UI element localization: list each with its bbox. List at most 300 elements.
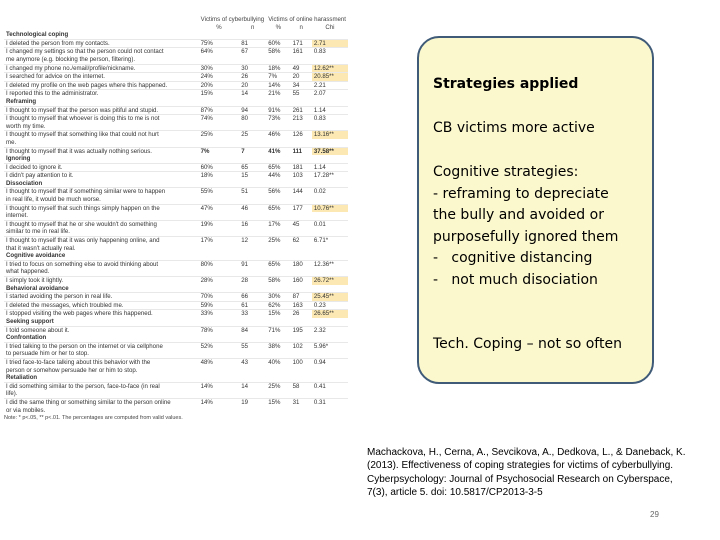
table-cell-value: 17.28**: [312, 172, 348, 180]
table-row: [4, 73, 348, 82]
table-cell-value: 91: [239, 260, 266, 268]
header-victims-oh: Victims of online harassment: [268, 16, 346, 23]
table-cell-value: 14%: [266, 81, 290, 90]
table-row: [4, 301, 348, 310]
table-cell-label: in real life, it would be much worse.: [6, 196, 101, 204]
table-cell-value: 20: [239, 81, 266, 90]
table-cell-label: I did the same thing or something similar to the person online: [4, 398, 199, 406]
table-cell-value: 75%: [199, 39, 240, 48]
table-row: [4, 293, 348, 302]
table-cell-value: [266, 407, 290, 415]
table-cell-value: 12.36**: [312, 260, 348, 268]
table-cell-value: [199, 196, 240, 204]
table-cell-value: [312, 228, 348, 236]
table-cell-value: [199, 212, 240, 220]
table-cell-value: [239, 245, 266, 253]
table-cell-value: [199, 350, 240, 358]
table-cell-value: [291, 245, 312, 253]
table-cell-value: 51: [239, 188, 266, 196]
table-cell-value: 2.21: [312, 81, 348, 90]
table-cell-value: 18%: [266, 64, 290, 73]
table-cell-value: 61: [239, 301, 266, 310]
coping-table-image: [4, 16, 348, 421]
table-row: [4, 382, 348, 390]
table-cell-label: similar to me in real life.: [6, 228, 71, 236]
table-cell-label: me.: [6, 138, 17, 146]
table-row: [4, 228, 348, 236]
table-section-row: [4, 334, 348, 342]
table-cell-value: 94: [239, 106, 266, 115]
table-cell-label: I told someone about it.: [4, 326, 199, 334]
table-cell-value: 87: [291, 293, 312, 302]
table-cell-value: 25: [239, 131, 266, 139]
table-row: [4, 39, 348, 48]
header-victims-cb: Victims of cyberbullying: [200, 16, 265, 23]
table-cell-value: 62: [291, 237, 312, 245]
table-cell-value: 59%: [199, 301, 240, 310]
table-cell-value: 78%: [199, 326, 240, 334]
page-number: 29: [650, 510, 659, 519]
table-cell-value: 45: [291, 220, 312, 228]
table-cell-value: 213: [291, 115, 312, 123]
table-row: [4, 212, 348, 220]
table-cell-value: [291, 268, 312, 276]
table-cell-value: 55: [239, 342, 266, 350]
table-cell-value: [199, 228, 240, 236]
table-cell-value: 2.32: [312, 326, 348, 334]
table-cell-value: 181: [291, 163, 312, 172]
table-row: [4, 310, 348, 318]
table-cell-value: 58%: [266, 277, 290, 285]
table-cell-value: 33%: [199, 310, 240, 318]
table-cell-label: I thought to myself that something like that could not hurt: [4, 131, 199, 139]
table-cell-label: Ignoring: [4, 155, 348, 163]
table-cell-value: 25%: [199, 131, 240, 139]
table-note: Note: * p<.05, ** p<.01. The percentages are computed from valid values.: [4, 415, 183, 422]
table-cell-value: 180: [291, 260, 312, 268]
table-cell-label: Cognitive avoidance: [4, 252, 348, 260]
table-cell-value: [312, 245, 348, 253]
table-row: [4, 196, 348, 204]
table-cell-value: 7%: [266, 73, 290, 82]
table-cell-value: 30%: [266, 293, 290, 302]
table-cell-value: 80: [239, 115, 266, 123]
card-cog-line: - not much disociation: [433, 271, 598, 288]
table-cell-value: 40%: [266, 358, 290, 366]
table-cell-value: [312, 350, 348, 358]
table-cell-label: me anymore (e.g. blocking the person, filtering).: [6, 55, 136, 63]
table-cell-value: 15: [239, 172, 266, 180]
table-cell-value: 261: [291, 106, 312, 115]
table-cell-value: 16: [239, 220, 266, 228]
table-cell-value: 80%: [199, 260, 240, 268]
table-cell-value: 64%: [199, 48, 240, 56]
table-cell-value: 0.02: [312, 188, 348, 196]
table-cell-value: 38%: [266, 342, 290, 350]
table-cell-value: [291, 350, 312, 358]
header-chi: Chi: [325, 23, 335, 31]
table-cell-value: 14%: [199, 382, 240, 390]
table-row: [4, 147, 348, 155]
table-cell-value: [291, 390, 312, 398]
table-row: [4, 398, 348, 406]
table-cell-value: [291, 139, 312, 147]
citation-line: Cyberpsychology: Journal of Psychosocial Research on Cyberspace,: [367, 473, 673, 485]
table-cell-value: 33: [239, 310, 266, 318]
table-cell-value: [291, 228, 312, 236]
table-cell-value: 10.76**: [312, 204, 348, 212]
table-cell-label: internet.: [6, 212, 29, 220]
table-row: [4, 163, 348, 172]
header-pct: %: [216, 23, 222, 31]
table-cell-value: 41%: [266, 147, 290, 155]
table-cell-value: 0.83: [312, 115, 348, 123]
card-cognitive-list: [433, 162, 618, 291]
table-cell-value: [239, 123, 266, 131]
table-row: [4, 350, 348, 358]
table-cell-value: 87%: [199, 106, 240, 115]
table-row: [4, 64, 348, 73]
table-cell-value: 84: [239, 326, 266, 334]
table-cell-value: 49: [291, 64, 312, 73]
table-cell-value: 144: [291, 188, 312, 196]
table-cell-label: I changed my settings so that the person could not contact: [4, 48, 199, 56]
table-cell-label: I thought to myself that it was actually nothing serious.: [4, 147, 199, 155]
table-row: [4, 342, 348, 350]
table-cell-value: 30: [239, 64, 266, 73]
table-cell-value: [239, 268, 266, 276]
table-cell-value: 46%: [266, 131, 290, 139]
table-cell-value: 58: [291, 382, 312, 390]
table-cell-label: Dissociation: [4, 180, 348, 188]
table-cell-value: 71%: [266, 326, 290, 334]
table-cell-value: [266, 228, 290, 236]
table-cell-value: 0.41: [312, 382, 348, 390]
table-row: [4, 188, 348, 196]
table-cell-value: [312, 367, 348, 375]
card-cog-line: the bully and avoided or: [433, 207, 604, 223]
table-cell-value: 20.85**: [312, 73, 348, 82]
table-cell-value: 15%: [266, 310, 290, 318]
table-cell-value: 81: [239, 39, 266, 48]
table-cell-value: 0.01: [312, 220, 348, 228]
table-cell-value: 13.16**: [312, 131, 348, 139]
table-cell-value: 21%: [266, 90, 290, 98]
table-cell-value: 44%: [266, 172, 290, 180]
table-row: [4, 172, 348, 180]
table-cell-value: 19%: [199, 220, 240, 228]
table-section-row: [4, 180, 348, 188]
table-cell-value: 43: [239, 358, 266, 366]
table-cell-value: [266, 139, 290, 147]
header-pct: %: [275, 23, 282, 31]
table-cell-value: 20: [291, 73, 312, 82]
table-cell-label: I reported this to the administrator.: [4, 90, 199, 98]
table-row: [4, 277, 348, 285]
table-cell-value: [239, 350, 266, 358]
table-section-row: [4, 155, 348, 163]
table-cell-value: 1.14: [312, 163, 348, 172]
card-title: Strategies applied: [433, 76, 579, 92]
card-active-text: CB victims more active: [433, 120, 595, 136]
table-cell-value: 46: [239, 204, 266, 212]
table-cell-value: 103: [291, 172, 312, 180]
table-cell-value: [291, 407, 312, 415]
table-cell-value: 26.65**: [312, 310, 348, 318]
table-cell-value: 65%: [266, 163, 290, 172]
table-row: [4, 131, 348, 139]
table-cell-label: I tried to focus on something else to avoid thinking about: [4, 260, 199, 268]
table-cell-value: 47%: [199, 204, 240, 212]
table-cell-value: [312, 196, 348, 204]
table-cell-value: [239, 196, 266, 204]
table-row: [4, 237, 348, 245]
table-cell-value: [266, 350, 290, 358]
table-cell-value: [199, 407, 240, 415]
table-section-row: [4, 98, 348, 106]
table-row: [4, 407, 348, 415]
table-cell-label: I tried talking to the person on the internet or via cellphone: [4, 342, 199, 350]
table-cell-value: 56%: [266, 188, 290, 196]
table-cell-value: 60%: [266, 39, 290, 48]
table-cell-label: life).: [6, 390, 18, 398]
table-cell-value: 1.14: [312, 106, 348, 115]
table-cell-value: [266, 367, 290, 375]
table-cell-value: 28: [239, 277, 266, 285]
table-cell-value: 26.72**: [312, 277, 348, 285]
table-cell-value: 62%: [266, 301, 290, 310]
table-cell-label: I didn't pay attention to it.: [4, 172, 199, 180]
table-cell-label: I thought to myself that the person was pitiful and stupid.: [4, 106, 199, 115]
table-row: [4, 326, 348, 334]
table-cell-value: 6.71*: [312, 237, 348, 245]
table-row: [4, 90, 348, 98]
table-cell-value: [266, 196, 290, 204]
table-cell-value: 12: [239, 237, 266, 245]
table-cell-label: Retaliation: [4, 374, 348, 382]
table-section-row: [4, 374, 348, 382]
table-cell-value: 126: [291, 131, 312, 139]
table-cell-value: 17%: [199, 237, 240, 245]
table-cell-value: [239, 139, 266, 147]
table-cell-label: I thought to myself that whoever is doing this to me is not: [4, 115, 199, 123]
table-cell-value: [266, 268, 290, 276]
card-cog-line: Cognitive strategies:: [433, 164, 579, 180]
table-row: [4, 123, 348, 131]
table-row: [4, 245, 348, 253]
table-cell-value: 55: [291, 90, 312, 98]
table-cell-value: 15%: [266, 398, 290, 406]
table-cell-label: I decided to ignore it.: [4, 163, 199, 172]
citation-line: 7(3), article 5. doi: 10.5817/CP2013-3-5: [367, 487, 543, 499]
citation-line: (2013). Effectiveness of coping strategies for victims of cyberbullying.: [367, 460, 674, 472]
table-cell-value: [312, 390, 348, 398]
table-cell-label: I started avoiding the person in real life.: [4, 293, 199, 302]
table-cell-value: [239, 56, 266, 64]
table-cell-value: 163: [291, 301, 312, 310]
table-cell-label: I simply took it lightly.: [4, 277, 199, 285]
card-tech-text: Tech. Coping – not so often: [433, 336, 622, 352]
table-cell-label: I deleted the messages, which troubled me.: [4, 301, 199, 310]
table-cell-label: what happened.: [6, 268, 50, 276]
table-cell-value: 5.96*: [312, 342, 348, 350]
table-cell-value: 195: [291, 326, 312, 334]
table-cell-value: 28%: [199, 277, 240, 285]
table-cell-value: 58%: [266, 48, 290, 56]
table-cell-value: 65: [239, 163, 266, 172]
table-cell-value: 30%: [199, 64, 240, 73]
header-n: n: [299, 23, 303, 31]
table-cell-value: 25%: [266, 237, 290, 245]
table-cell-value: [239, 212, 266, 220]
table-cell-value: 2.07: [312, 90, 348, 98]
table-cell-value: 100: [291, 358, 312, 366]
table-cell-label: that it wasn't actually real.: [6, 244, 76, 252]
table-section-row: [4, 31, 348, 39]
table-cell-value: 52%: [199, 342, 240, 350]
table-cell-value: 60%: [199, 163, 240, 172]
table-cell-value: 31: [291, 398, 312, 406]
table-cell-value: 17%: [266, 220, 290, 228]
table-cell-value: 34: [291, 81, 312, 90]
table-cell-value: [199, 367, 240, 375]
table-cell-value: 177: [291, 204, 312, 212]
table-cell-value: 171: [291, 39, 312, 48]
table-cell-label: or via mobiles.: [6, 406, 46, 414]
table-cell-label: I thought to myself that such things simply happen on the: [4, 204, 199, 212]
table-row: [4, 204, 348, 212]
table-cell-value: 66: [239, 293, 266, 302]
table-cell-value: [266, 123, 290, 131]
table-cell-value: [312, 139, 348, 147]
table-cell-value: [239, 228, 266, 236]
table-cell-value: [291, 196, 312, 204]
table-cell-label: I deleted my profile on the web pages where this happened.: [4, 81, 199, 90]
table-section-row: [4, 318, 348, 326]
table-cell-label: Confrontation: [4, 334, 348, 342]
table-cell-value: 26: [291, 310, 312, 318]
table-cell-value: [291, 123, 312, 131]
table-cell-value: 25.45**: [312, 293, 348, 302]
table-cell-value: 0.23: [312, 301, 348, 310]
table-row: [4, 268, 348, 276]
table-cell-value: 24%: [199, 73, 240, 82]
header-n: n: [251, 23, 255, 31]
table-cell-value: [199, 139, 240, 147]
table-cell-value: [266, 390, 290, 398]
table-cell-value: [291, 367, 312, 375]
table-row: [4, 260, 348, 268]
table-cell-value: [312, 268, 348, 276]
table-section-row: [4, 252, 348, 260]
table-row: [4, 390, 348, 398]
table-row: [4, 48, 348, 56]
table-cell-value: [199, 268, 240, 276]
table-cell-label: I searched for advice on the internet.: [4, 73, 199, 82]
table-cell-label: I thought to myself that it was only happening online, and: [4, 237, 199, 245]
table-cell-value: 14: [239, 90, 266, 98]
table-row: [4, 139, 348, 147]
table-cell-value: 160: [291, 277, 312, 285]
table-cell-value: [199, 245, 240, 253]
table-cell-label: worth my time.: [6, 122, 46, 130]
table-cell-label: I stopped visiting the web pages where this happened.: [4, 310, 199, 318]
table-cell-value: 7: [239, 147, 266, 155]
table-cell-value: [239, 390, 266, 398]
table-cell-value: [291, 212, 312, 220]
table-cell-value: 20%: [199, 81, 240, 90]
table-cell-value: 48%: [199, 358, 240, 366]
table-cell-value: 7%: [199, 147, 240, 155]
table-cell-value: 55%: [199, 188, 240, 196]
table-cell-value: 37.58**: [312, 147, 348, 155]
table-cell-value: 161: [291, 48, 312, 56]
table-cell-label: Behavioral avoidance: [4, 285, 348, 293]
table-cell-value: [199, 56, 240, 64]
table-cell-value: [312, 212, 348, 220]
table-cell-label: I thought to myself that he or she wouldn't do something: [4, 220, 199, 228]
table-cell-value: 12.62**: [312, 64, 348, 73]
table-cell-value: 65%: [266, 204, 290, 212]
table-cell-value: [199, 123, 240, 131]
table-row: [4, 358, 348, 366]
table-cell-label: I changed my phone no./email/profile/nickname.: [4, 64, 199, 73]
table-cell-label: I deleted the person from my contacts.: [4, 39, 199, 48]
table-cell-value: 91%: [266, 106, 290, 115]
table-cell-label: person or somehow persuade her or him to stop.: [6, 366, 138, 374]
table-cell-value: 25%: [266, 382, 290, 390]
table-cell-label: Technological coping: [4, 31, 348, 39]
table-cell-value: [312, 407, 348, 415]
table-cell-value: 19: [239, 398, 266, 406]
table-row: [4, 81, 348, 90]
card-cog-line: purposefully ignored them: [433, 228, 619, 245]
table-cell-value: [266, 56, 290, 64]
card-cog-line: - cognitive distancing: [433, 250, 593, 266]
table-cell-label: I tried face-to-face talking about this behavior with the: [4, 358, 199, 366]
table-cell-value: 65%: [266, 260, 290, 268]
table-cell-value: 0.83: [312, 48, 348, 56]
table-cell-value: 15%: [199, 90, 240, 98]
table-cell-value: 2.71: [312, 39, 348, 48]
coping-table: [4, 16, 348, 414]
table-cell-value: 102: [291, 342, 312, 350]
table-cell-value: 18%: [199, 172, 240, 180]
table-cell-value: 0.94: [312, 358, 348, 366]
table-cell-value: 111: [291, 147, 312, 155]
table-cell-value: 14%: [199, 398, 240, 406]
table-row: [4, 56, 348, 64]
citation-line: Machackova, H., Cerna, A., Sevcikova, A., Dedkova, L., & Daneback, K.: [367, 447, 686, 458]
table-cell-label: I thought to myself that if something similar were to happen: [4, 188, 199, 196]
table-cell-value: [239, 407, 266, 415]
table-row: [4, 367, 348, 375]
table-cell-label: to persuade him or her to stop.: [6, 350, 89, 358]
card-cog-line: - reframing to depreciate: [433, 185, 609, 202]
table-cell-label: Seeking support: [4, 318, 348, 326]
table-cell-value: 14: [239, 382, 266, 390]
table-cell-value: 70%: [199, 293, 240, 302]
table-cell-label: Reframing: [4, 98, 348, 106]
table-cell-value: 74%: [199, 115, 240, 123]
citation: [367, 446, 717, 500]
table-cell-value: 67: [239, 48, 266, 56]
table-cell-label: I did something similar to the person, face-to-face (in real: [4, 382, 199, 390]
table-section-row: [4, 285, 348, 293]
table-cell-value: [291, 56, 312, 64]
table-cell-value: [266, 245, 290, 253]
table-row: [4, 220, 348, 228]
